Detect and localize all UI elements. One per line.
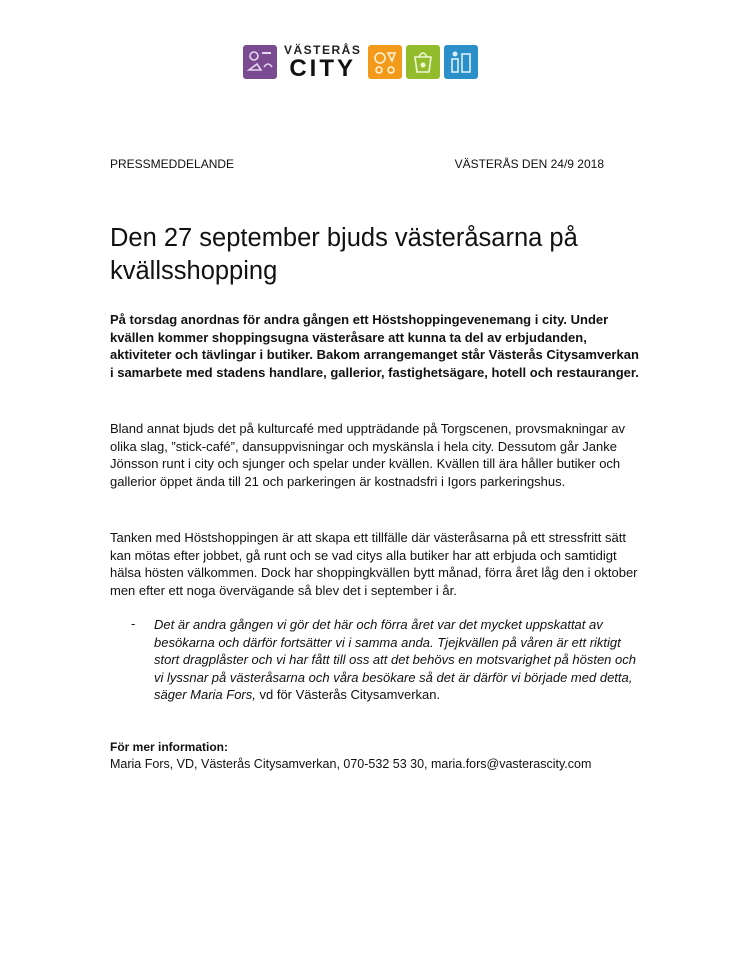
lead-paragraph: På torsdag anordnas för andra gången ett Höstshoppingevenemang i city. Under kvällen kommer shoppingsugna västeråsare att kunna ta del av erbjudanden, aktiviteter och tävlingar i butiker. Bakom arrangemanget står Västerås Citysamverkan i samarbete med stadens handlare, gallerior, fastighetsägare, hotell och restauranger. (110, 312, 639, 380)
logo-line2: CITY (289, 54, 356, 82)
logo-line1: VÄSTERÅS (284, 42, 362, 57)
culture-icon (368, 45, 402, 79)
document-date: VÄSTERÅS DEN 24/9 2018 (454, 157, 604, 171)
vasteras-city-logo (243, 43, 478, 81)
city-life-icon (444, 45, 478, 79)
logo-wordmark (284, 44, 361, 81)
page-title: Den 27 september bjuds västeråsarna på kvällsshopping (110, 224, 578, 285)
quote-attribution: vd för Västerås Citysamverkan. (255, 687, 441, 703)
food-fashion-icon (243, 45, 277, 79)
quote-text: Det är andra gången vi gör det här och förra året var det mycket uppskattat av besökarna och därför fortsätter vi i samma anda. Tjejkvällen på våren är ett riktigt stort dragplåster och vi har fått till oss att det behövs en motsvarighet på hösten och vi lyssnar på västeråsarna och våra besökare så det är därför vi började med detta, säger Maria Fors, (154, 617, 636, 703)
body-paragraph-1: Bland annat bjuds det på kulturcafé med uppträdande på Torgscenen, provsmakningar av olika slag, ”stick-café”, dansuppvisningar och myskänsla i hela city. Dessutom går Janke Jönsson runt i city och sjunger och spelar under kvällen. Kvällen till ära håller butiker och gallerior öppet ända till 21 och parkeringen är kostnadsfri i Igors parkeringshus. (110, 421, 626, 489)
document-type: PRESSMEDDELANDE (110, 157, 235, 171)
quote-bullet: - (131, 616, 136, 631)
shopping-icon (406, 45, 440, 79)
contact-heading: För mer information: (110, 740, 229, 754)
quote-paragraph (154, 616, 646, 704)
contact-details: Maria Fors, VD, Västerås Citysamverkan, 070-532 53 30, maria.fors@vasterascity.com (110, 757, 592, 771)
body-paragraph-2: Tanken med Höstshoppingen är att skapa ett tillfälle där västeråsarna på ett stressfritt sätt kan mötas efter jobbet, gå runt och se vad citys alla butiker har att erbjuda och samtidigt hälsa hösten välkommen. Dock har shoppingkvällen bytt månad, förra året låg den i oktober men efter ett noga övervägande så blev det i september i år. (110, 530, 638, 598)
